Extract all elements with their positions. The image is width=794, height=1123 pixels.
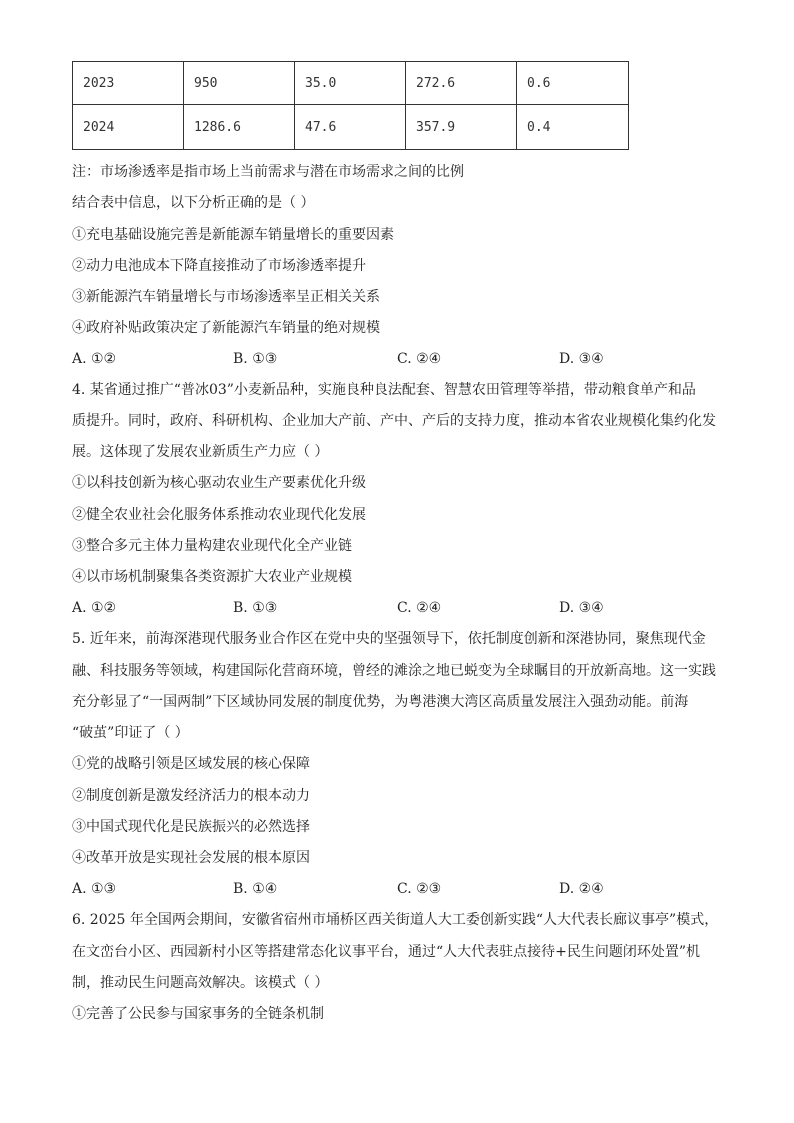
table-cell: 0.4 — [517, 105, 629, 150]
answer-options — [72, 349, 672, 369]
option-c: C. ②④ — [397, 600, 442, 616]
statement-item: ②动力电池成本下降直接推动了市场渗透率提升 — [72, 258, 366, 274]
option-b: B. ①③ — [233, 351, 278, 367]
statement-item: ①党的战略引领是区域发展的核心保障 — [72, 756, 310, 772]
data-table — [72, 61, 629, 150]
question-stem-line: 6. 2025 年全国两会期间，安徽省宿州市埇桥区西关街道人大工委创新实践“人大代表长廊议事亭”模式， — [72, 912, 719, 928]
option-a: A. ①② — [72, 351, 117, 367]
option-a: A. ①③ — [72, 881, 117, 897]
table-cell: 272.6 — [406, 62, 517, 105]
table-row — [73, 105, 629, 150]
question-stem-line: 5. 近年来，前海深港现代服务业合作区在党中央的坚强领导下，依托制度创新和深港协同，聚焦现代金 — [72, 631, 706, 647]
statement-item: ③整合多元主体力量构建农业现代化全产业链 — [72, 538, 352, 554]
statement-item: ③中国式现代化是民族振兴的必然选择 — [72, 819, 310, 835]
table-cell: 0.6 — [517, 62, 629, 105]
table-row — [73, 62, 629, 105]
question-stem-line: 融、科技服务等领域，构建国际化营商环境，曾经的滩涂之地已蜕变为全球瞩目的开放新高地。这一实践 — [72, 663, 716, 679]
question-stem: 结合表中信息，以下分析正确的是（ ） — [72, 195, 315, 211]
question-stem-line: 4. 某省通过推广“普冰03”小麦新品种，实施良种良法配套、智慧农田管理等举措，带动粮食单产和品 — [72, 382, 696, 398]
statement-item: ①充电基础设施完善是新能源车销量增长的重要因素 — [72, 227, 394, 243]
statement-item: ③新能源汽车销量增长与市场渗透率呈正相关关系 — [72, 289, 380, 305]
option-c: C. ②③ — [397, 881, 442, 897]
question-stem-line: 展。这体现了发展农业新质生产力应（ ） — [72, 444, 329, 460]
question-stem-line: 充分彰显了“一国两制”下区域协同发展的制度优势，为粤港澳大湾区高质量发展注入强劲动能。前海 — [72, 694, 689, 710]
statement-item: ②健全农业社会化服务体系推动农业现代化发展 — [72, 507, 366, 523]
statement-item: ④政府补贴政策决定了新能源汽车销量的绝对规模 — [72, 320, 380, 336]
option-d: D. ②④ — [559, 881, 604, 897]
statement-item: ②制度创新是激发经济活力的根本动力 — [72, 788, 310, 804]
answer-options — [72, 598, 672, 618]
table-cell: 1286.6 — [184, 105, 295, 150]
option-b: B. ①③ — [233, 600, 278, 616]
statement-item: ④以市场机制聚集各类资源扩大农业产业规模 — [72, 569, 352, 585]
table-note: 注：市场渗透率是指市场上当前需求与潜在市场需求之间的比例 — [72, 164, 464, 180]
statement-item: ①完善了公民参与国家事务的全链条机制 — [72, 1006, 324, 1022]
option-d: D. ③④ — [559, 351, 604, 367]
table-cell: 950 — [184, 62, 295, 105]
table-cell: 47.6 — [295, 105, 406, 150]
option-d: D. ③④ — [559, 600, 604, 616]
option-c: C. ②④ — [397, 351, 442, 367]
option-b: B. ①④ — [233, 881, 278, 897]
question-stem-line: 制，推动民生问题高效解决。该模式（ ） — [72, 975, 329, 991]
answer-options — [72, 879, 672, 899]
table-cell: 357.9 — [406, 105, 517, 150]
table-cell: 2023 — [73, 62, 184, 105]
table-cell: 2024 — [73, 105, 184, 150]
table-cell: 35.0 — [295, 62, 406, 105]
option-a: A. ①② — [72, 600, 117, 616]
question-stem-line: 质提升。同时，政府、科研机构、企业加大产前、产中、产后的支持力度，推动本省农业规模化集约化发 — [72, 413, 716, 429]
question-stem-line: “破茧”印证了（ ） — [72, 725, 189, 741]
question-stem-line: 在文峦台小区、西园新村小区等搭建常态化议事平台，通过“人大代表驻点接待+民生问题闭环处置”机 — [72, 944, 701, 960]
statement-item: ①以科技创新为核心驱动农业生产要素优化升级 — [72, 475, 366, 491]
statement-item: ④改革开放是实现社会发展的根本原因 — [72, 850, 310, 866]
